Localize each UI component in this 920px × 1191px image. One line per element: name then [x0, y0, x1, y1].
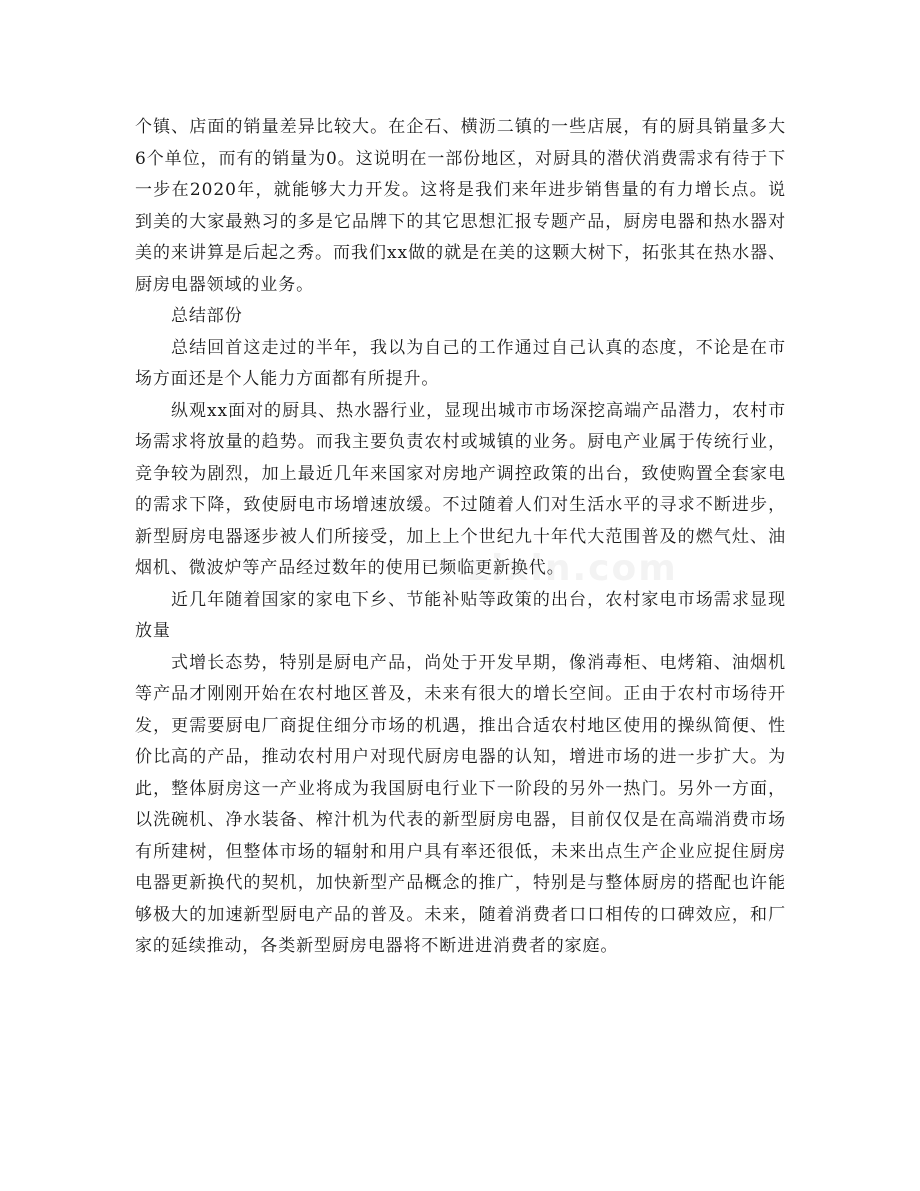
- paragraph: 总结回首这走过的半年，我以为自己的工作通过自己认真的态度，不论是在市场方面还是个人能力方面都有所提升。: [135, 337, 786, 389]
- document-body: [135, 112, 786, 963]
- paragraph: 近几年随着国家的家电下乡、节能补贴等政策的出台，农村家电市场需求显现放量: [135, 589, 786, 641]
- paragraph: 式增长态势，特别是厨电产品，尚处于开发早期，像消毒柜、电烤箱、油烟机等产品才刚刚开始在农村地区普及，未来有很大的增长空间。正由于农村市场待开发，更需要厨电厂商捉住细分市场的机遇，推出合适农村地区使用的操纵简便、性价比高的产品，推动农村用户对现代厨房电器的认知，增进市场的进一步扩大。为此，整体厨房这一产业将成为我国厨电行业下一阶段的另外一热门。另外一方面，以洗碗机、净水装备、榨汁机为代表的新型厨房电器，目前仅仅是在高端消费市场有所建树，但整体市场的辐射和用户具有率还很低，未来出点生产企业应捉住厨房电器更新换代的契机，加快新型产品概念的推广，特别是与整体厨房的搭配也许能够极大的加速新型厨电产品的普及。未来，随着消费者口口相传的口碑效应，和厂家的延续推动，各类新型厨房电器将不断进进消费者的家庭。: [135, 652, 786, 956]
- watermark: zixin.com: [468, 548, 678, 589]
- paragraph-continued: 个镇、店面的销量差异比较大。在企石、横沥二镇的一些店展，有的厨具销量多大6个单位，而有的销量为0。这说明在一部份地区，对厨具的潜伏消费需求有待于下一步在2020年，就能够大力开发。这将是我们来年进步销售量的有力增长点。说到美的大家最熟习的多是它品牌下的其它思想汇报专题产品，厨房电器和热水器对美的来讲算是后起之秀。而我们xx做的就是在美的这颗大树下，拓张其在热水器、厨房电器领域的业务。: [135, 117, 786, 295]
- paragraph: 纵观xx面对的厨具、热水器行业，显现出城市市场深挖高端产品潜力，农村市场需求将放量的趋势。而我主要负责农村或城镇的业务。厨电产业属于传统行业，竞争较为剧烈，加上最近几年来国家对房地产调控政策的出台，致使购置全套家电的需求下降，致使厨电市场增速放缓。不过随着人们对生活水平的寻求不断进步，新型厨房电器逐步被人们所接受，加上上个世纪九十年代大范围普及的燃气灶、油烟机、微波炉等产品经过数年的使用已频临更新换代。: [135, 400, 786, 578]
- section-heading: 总结部份: [171, 306, 243, 326]
